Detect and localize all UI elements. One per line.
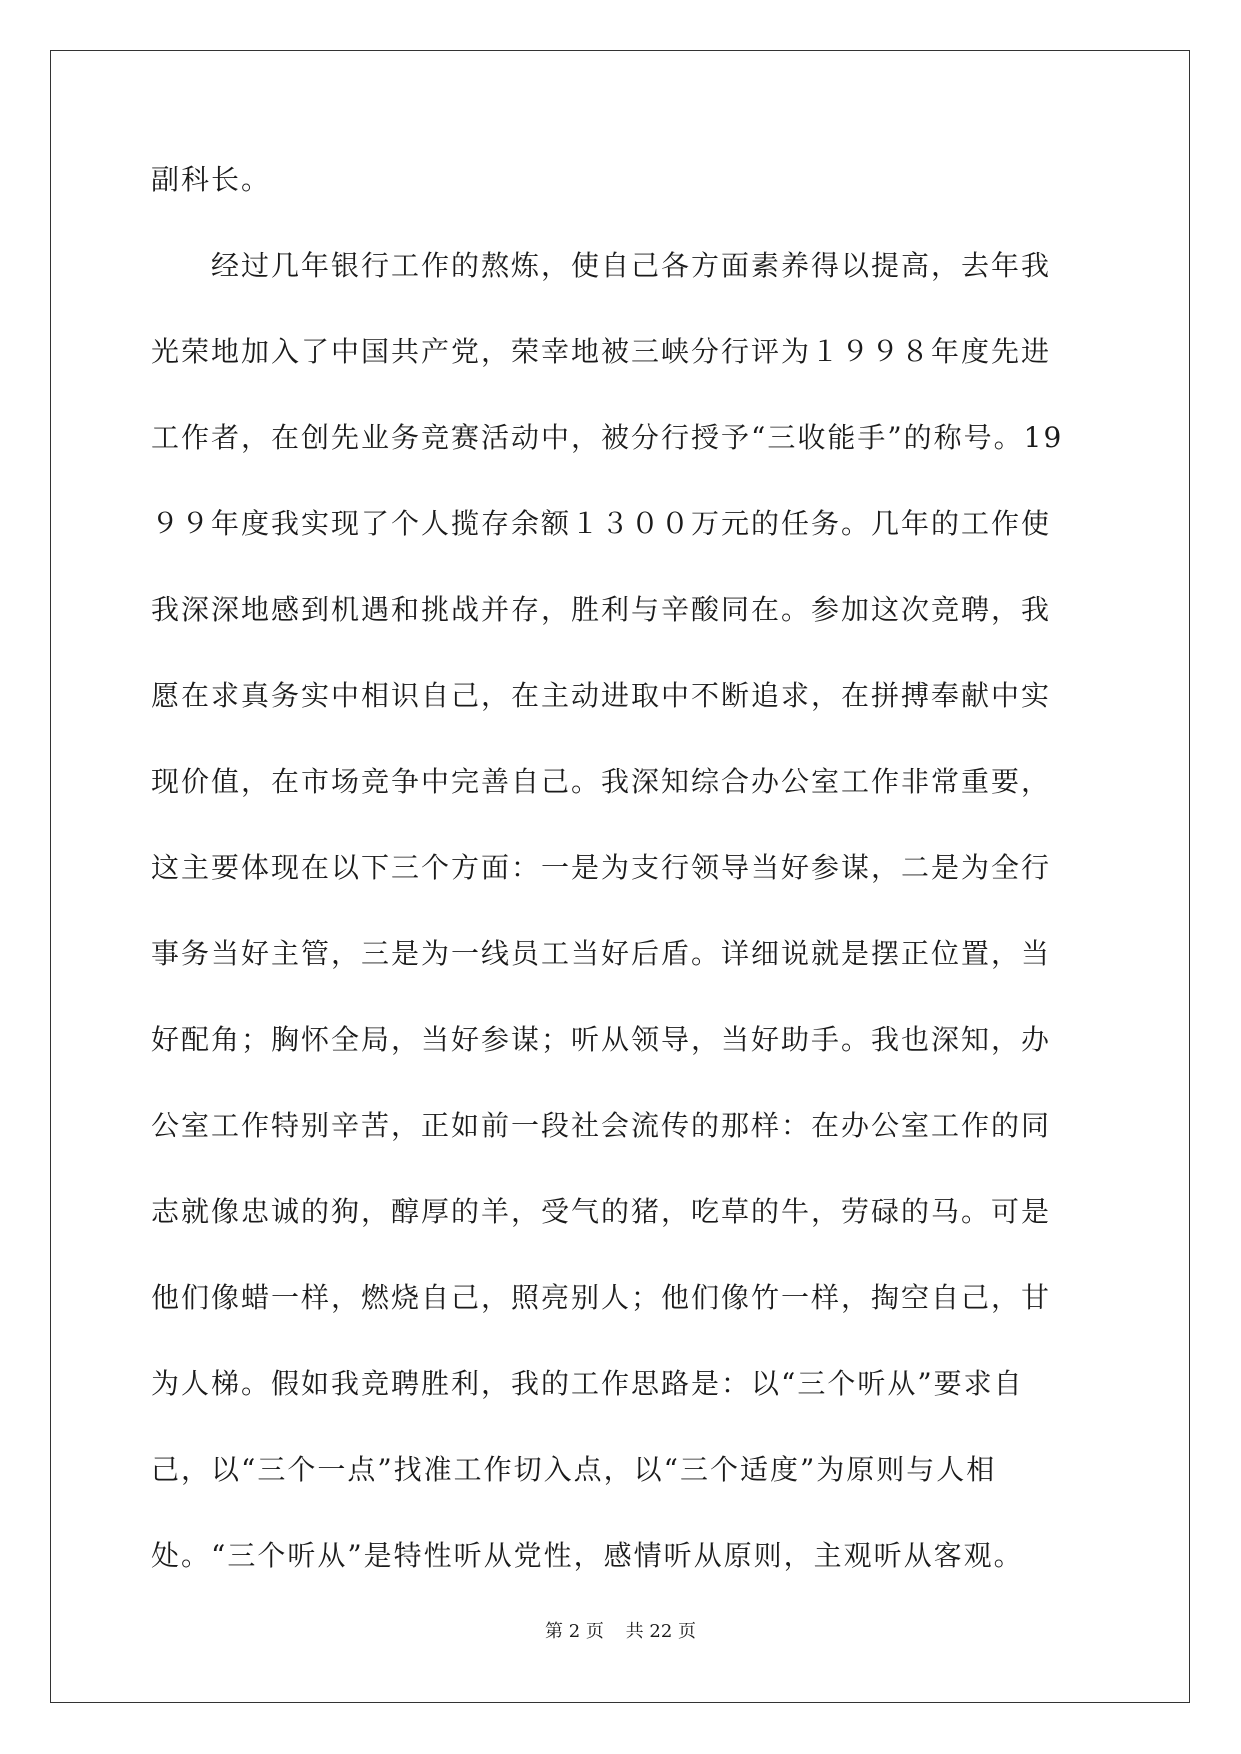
text-line: 我深深地感到机遇和挑战并存，胜利与辛酸同在。参加这次竞聘，我 — [151, 593, 1052, 626]
text-line: 光荣地加入了中国共产党，荣幸地被三峡分行评为１９９８年度先进 — [151, 335, 1052, 368]
text-line: 志就像忠诚的狗，醇厚的羊，受气的猪，吃草的牛，劳碌的马。可是 — [151, 1195, 1052, 1228]
text-line: 副科长。 — [151, 163, 272, 196]
text-line: 处。“三个听从”是特性听从党性，感情听从原则，主观听从客观。 — [151, 1539, 1024, 1572]
page-total: 共 22 页 — [625, 1621, 696, 1642]
text-line: 经过几年银行工作的熬炼，使自己各方面素养得以提高，去年我 — [151, 249, 1052, 282]
text-line: 他们像蜡一样，燃烧自己，照亮别人；他们像竹一样，掏空自己，甘 — [151, 1281, 1052, 1314]
text-line: 现价值，在市场竞争中完善自己。我深知综合办公室工作非常重要， — [151, 765, 1052, 798]
text-line: 事务当好主管，三是为一线员工当好后盾。详细说就是摆正位置，当 — [151, 937, 1052, 970]
text-line: 己，以“三个一点”找准工作切入点，以“三个适度”为原则与人相 — [151, 1453, 997, 1486]
text-line: 公室工作特别辛苦，正如前一段社会流传的那样：在办公室工作的同 — [151, 1109, 1052, 1142]
text-line: 工作者，在创先业务竞赛活动中，被分行授予“三收能手”的称号。19 — [151, 421, 1064, 454]
text-line: 为人梯。假如我竞聘胜利，我的工作思路是：以“三个听从”要求自 — [151, 1367, 1024, 1400]
text-line: 愿在求真务实中相识自己，在主动进取中不断追求，在拼搏奉献中实 — [151, 679, 1052, 712]
page-footer — [0, 1620, 1241, 1644]
text-line: ９９年度我实现了个人揽存余额１３００万元的任务。几年的工作使 — [151, 507, 1052, 540]
page-number: 第 2 页 — [545, 1621, 604, 1642]
text-line: 这主要体现在以下三个方面：一是为支行领导当好参谋，二是为全行 — [151, 851, 1052, 884]
text-line: 好配角；胸怀全局，当好参谋；听从领导，当好助手。我也深知，办 — [151, 1023, 1052, 1056]
